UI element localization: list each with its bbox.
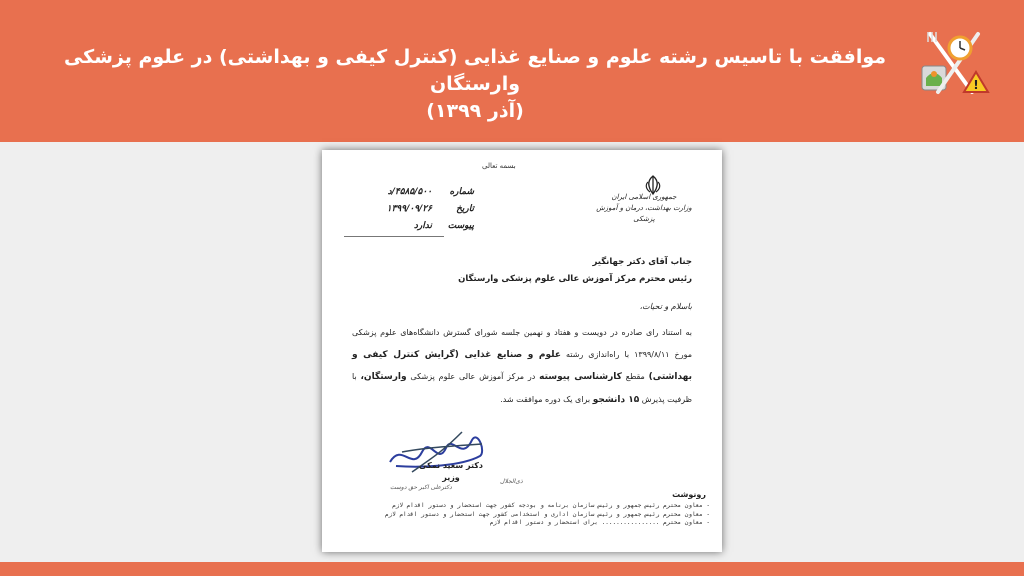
cc-item: - معاون محترم ................ برای استحضار و دستور اقدام لازم <box>489 519 710 527</box>
body-text-3: در مرکز آموزش عالی علوم پزشکی <box>410 372 536 381</box>
ministry-heading <box>594 192 694 225</box>
footer-bar <box>0 562 1024 576</box>
ministry-line-2: وزارت بهداشت، درمان و آموزش پزشکی <box>596 204 692 223</box>
header-banner <box>0 0 1024 142</box>
cc-item: - معاون محترم رئیس جمهور و رئیس سازمان برنامه و بودجه کشور جهت استحضار و دستور اقدام لازم <box>392 502 710 509</box>
date-value: ۱۳۹۹/۰۹/۲۶ <box>386 204 432 214</box>
body-bold-degree: کارشناسی پیوسته <box>539 372 622 382</box>
food-safety-icon <box>920 28 990 98</box>
attachment-row <box>334 218 474 235</box>
greeting: باسلام و تحیات، <box>639 302 692 311</box>
cc-list <box>350 502 710 528</box>
body-bold-capacity: ۱۵ دانشجو <box>592 394 640 405</box>
title-line-2: (آذر ۱۳۹۹) <box>426 100 524 122</box>
addressee <box>352 254 692 288</box>
signer-name: دکتر سعید نمکی <box>419 461 483 470</box>
bismillah: بسمه تعالی <box>482 162 516 170</box>
signer-title: وزیر <box>442 473 460 482</box>
note-right: ذی‌الجلال <box>500 478 523 485</box>
signer-block <box>406 460 496 484</box>
ministry-line-1: جمهوری اسلامی ایران <box>611 193 677 201</box>
page-title <box>40 44 910 125</box>
date-row <box>334 201 474 218</box>
number-value: ۴۵۸۵/۵۰۰/د <box>387 187 432 197</box>
body-text-2: مقطع <box>625 372 645 381</box>
body-bold-center: وارستگان، <box>360 372 407 382</box>
cc-title: رونوشت <box>672 490 706 499</box>
date-label: تاریخ <box>456 204 474 214</box>
body-bold-field: علوم و صنایع غذایی (گرایش کنترل کیفی و بهداشتی) <box>352 349 693 382</box>
addressee-title: رئیس محترم مرکز آموزش عالی علوم پزشکی وارستگان <box>458 274 692 284</box>
svg-text:!: ! <box>973 78 979 92</box>
meta-divider <box>344 236 444 237</box>
addressee-name: جناب آقای دکتر جهانگیر <box>592 257 692 267</box>
body-text-1: به استناد رای صادره در دویست و هفتاد و نهمین جلسه شورای گسترش دانشگاه‌های علوم پزشکی مورخ ۱۳۹۹/۸/۱۱ با راه‌اندازی رشته <box>352 328 692 359</box>
body-text-5: برای یک دوره موافقت شد. <box>500 394 591 404</box>
body-text-4: با ظرفیت پذیرش <box>352 372 692 404</box>
note-left: دکترعلی اکبر حق دوست <box>390 484 452 491</box>
letter-scan <box>322 150 722 552</box>
attachment-label: پیوست <box>447 221 474 231</box>
attachment-value: ندارد <box>413 221 432 231</box>
letter-meta <box>334 184 474 235</box>
cc-item: - معاون محترم رئیس جمهور و رئیس سازمان اداری و استخدامی کشور جهت استحضار و دستور اقدام لازم <box>384 510 710 518</box>
title-line-1: موافقت با تاسیس رشته علوم و صنایع غذایی (کنترل کیفی و بهداشتی) در علوم پزشکی وارستگان <box>63 46 887 95</box>
number-row <box>334 184 474 201</box>
number-label: شماره <box>449 187 474 197</box>
letter-body <box>352 322 692 411</box>
